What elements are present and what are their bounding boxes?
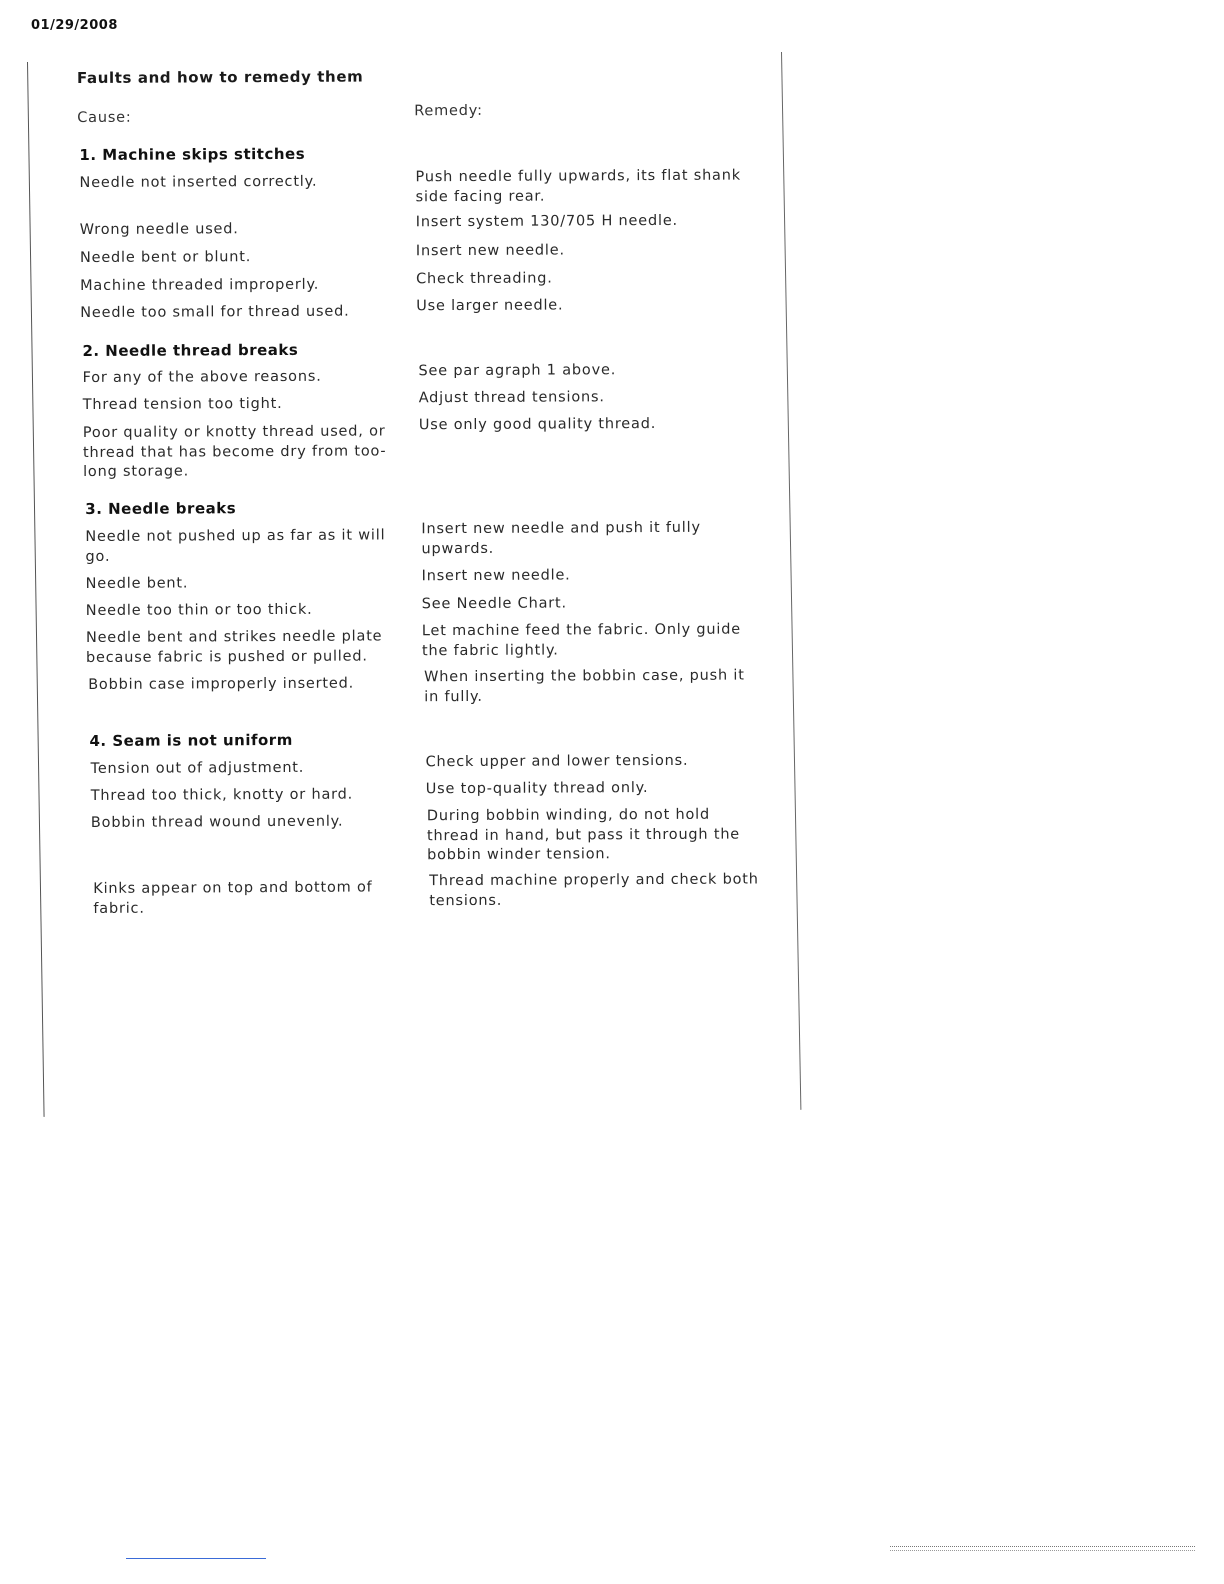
remedy-text: Insert new needle and push it fully upwards.	[421, 519, 701, 557]
remedy-text: Insert new needle.	[415, 242, 565, 260]
cause-text: Wrong needle used.	[79, 221, 239, 239]
fax-date-stamp: 01/29/2008	[31, 18, 118, 33]
section-title-machine-skips-stitches: 1. Machine skips stitches	[79, 144, 306, 165]
cause-text: Machine threaded improperly.	[80, 276, 320, 295]
cause-text: Kinks appear on top and bottom of fabric.	[93, 879, 373, 917]
remedy-text: Insert system 130/705 H needle.	[415, 212, 678, 231]
footer-rule	[126, 1558, 266, 1559]
remedy-text: Thread machine properly and check both tensions.	[429, 871, 759, 909]
cause-text: Needle bent or blunt.	[79, 249, 252, 267]
cause-text: Bobbin case improperly inserted.	[88, 675, 355, 693]
cause-text: Needle bent and strikes needle plate because fabric is pushed or pulled.	[85, 628, 383, 666]
cause-text: Needle not inserted correctly.	[79, 173, 318, 192]
remedy-text: Adjust thread tensions.	[418, 389, 605, 407]
remedy-text: When inserting the bobbin case, push it in fully.	[424, 667, 745, 705]
remedy-text: Use only good quality thread.	[418, 415, 657, 434]
remedy-text: During bobbin winding, do not hold thread in hand, but pass it through the bobbin winder tension.	[426, 806, 741, 864]
footer-dotted-line	[890, 1546, 1195, 1551]
section-title-needle-breaks: 3. Needle breaks	[85, 499, 237, 518]
section-title-seam-not-uniform: 4. Seam is not uniform	[89, 730, 293, 750]
remedy-text: Check upper and lower tensions.	[425, 752, 689, 771]
remedy-column-label: Remedy:	[414, 102, 483, 120]
remedy-text: See Needle Chart.	[421, 595, 567, 613]
remedy-text: See par agraph 1 above.	[418, 362, 617, 380]
remedy-text: Use larger needle.	[416, 297, 564, 315]
cause-text: Poor quality or knotty thread used, or thread that has become dry from too-long storage.	[82, 423, 387, 480]
cause-text: Thread too thick, knotty or hard.	[90, 786, 354, 804]
cause-text: Bobbin thread wound unevenly.	[90, 813, 344, 831]
cause-column-label: Cause:	[77, 109, 132, 127]
remedy-text: Use top-quality thread only.	[425, 780, 649, 798]
cause-text: Tension out of adjustment.	[90, 759, 305, 777]
remedy-text: Push needle fully upwards, its flat shank side facing rear.	[415, 167, 741, 205]
cause-text: Thread tension too tight.	[82, 395, 283, 413]
cause-text: Needle too small for thread used.	[80, 303, 350, 322]
remedy-text: Let machine feed the fabric. Only guide the fabric lightly.	[421, 621, 742, 659]
cause-text: For any of the above reasons.	[82, 368, 322, 386]
remedy-text: Insert new needle.	[421, 567, 571, 585]
page-title: Faults and how to remedy them	[76, 67, 364, 88]
section-title-needle-thread-breaks: 2. Needle thread breaks	[82, 340, 299, 360]
cause-text: Needle bent.	[85, 575, 189, 592]
remedy-text: Check threading.	[416, 270, 553, 288]
cause-text: Needle too thin or too thick.	[85, 601, 313, 619]
cause-text: Needle not pushed up as far as it will go.	[85, 527, 386, 565]
